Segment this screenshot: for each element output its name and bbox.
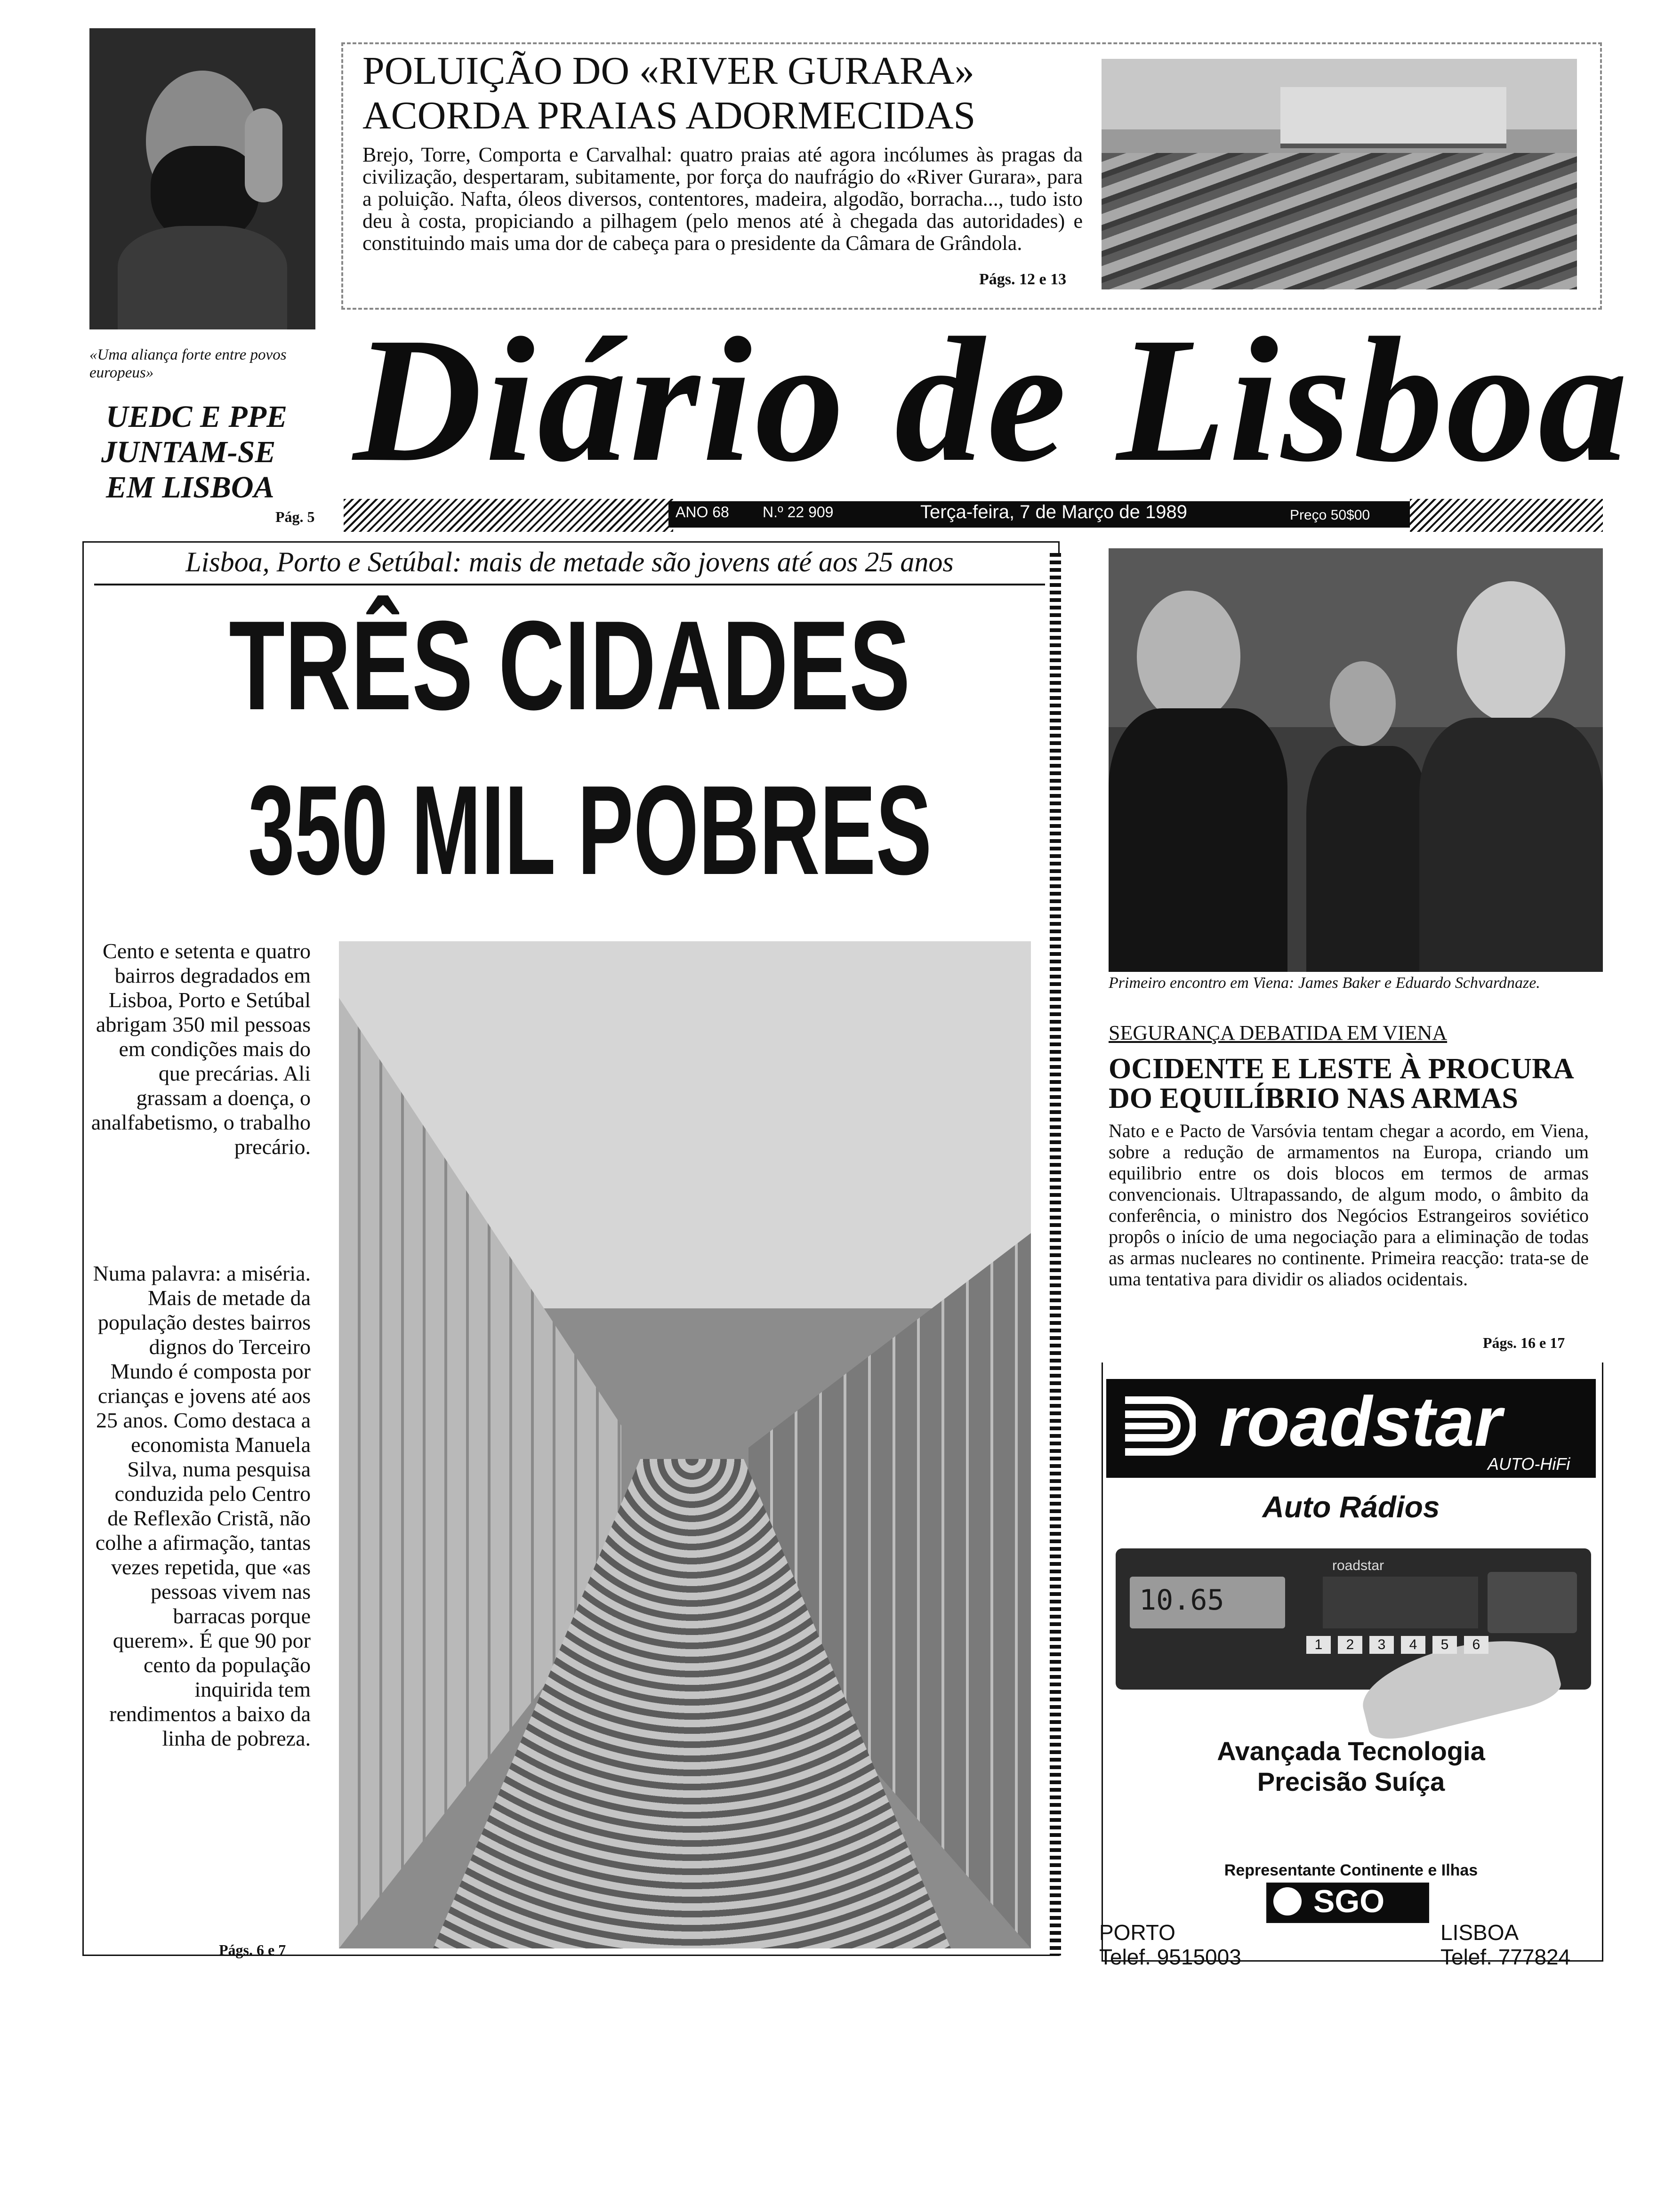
left-teaser-headline-2: JUNTAM-SE bbox=[101, 435, 276, 469]
kicker-rule bbox=[94, 584, 1045, 585]
radio-preset-3: 3 bbox=[1369, 1636, 1394, 1654]
vienna-headline-2: DO EQUILÍBRIO NAS ARMAS bbox=[1109, 1082, 1518, 1114]
vienna-body: Nato e e Pacto de Varsóvia tentam chegar a acordo, em Viena, sobre a redução de armamentos na Europa, criando um equilibrio entre os dois blocos em termos de armas convencionais. Ultrapassando, de algum modo, o âmbito da conferência, o ministro dos Negócios Estrangeiros soviético propôs o início de uma negociação para a eliminação de todas as armas nucleares no continente. Primeira reacção: trata-se de uma tentativa para dividir os aliados ocidentais. bbox=[1109, 1120, 1589, 1290]
ad-tagline-1: Avançada Tecnologia bbox=[1217, 1736, 1485, 1766]
shipwreck-beach-photo bbox=[1102, 59, 1577, 289]
masthead-date: Terça-feira, 7 de Março de 1989 bbox=[920, 502, 1187, 522]
main-story-pages: Págs. 6 e 7 bbox=[219, 1941, 286, 1958]
ad-tagline-2: Precisão Suíça bbox=[1257, 1767, 1445, 1796]
masthead-number: N.º 22 909 bbox=[763, 504, 834, 521]
masthead-title: Diário de Lisboa bbox=[353, 301, 1631, 499]
masthead-year: ANO 68 bbox=[676, 504, 729, 521]
vienna-pages: Págs. 16 e 17 bbox=[1483, 1334, 1565, 1351]
ad-lisboa-city: LISBOA bbox=[1440, 1920, 1519, 1945]
masthead-band-right bbox=[1410, 499, 1603, 532]
main-story-right-bar bbox=[1050, 553, 1061, 1956]
left-teaser-headline-1: UEDC E PPE bbox=[106, 400, 288, 434]
ad-brand: roadstar bbox=[1219, 1382, 1502, 1461]
radio-display: 10.65 bbox=[1139, 1584, 1224, 1617]
main-headline-1: TRÊS CIDADES bbox=[229, 595, 910, 737]
roadstar-logo-icon bbox=[1116, 1391, 1196, 1461]
ad-product: Auto Rádios bbox=[1262, 1490, 1440, 1524]
portrait-photo bbox=[89, 28, 315, 329]
left-teaser-headline-3: EM LISBOA bbox=[106, 470, 274, 505]
radio-preset-5: 5 bbox=[1432, 1636, 1457, 1654]
top-story-body: Brejo, Torre, Comporta e Carvalhal: quatro praias até agora incólumes às pragas da civilização, despertaram, subitamente, por força do naufrágio do «River Gurara», para a poluição. Nafta, óleos diversos, contentores, madeira, algodão, borracha..., tudo isto deu à costa, propiciando a pilhagem (pelo menos até à chegada das autoridades) e constituindo mais uma dor de cabeça para o presidente da Câmara de Grândola. bbox=[362, 143, 1083, 255]
ad-subbrand: AUTO-HiFi bbox=[1488, 1454, 1570, 1474]
radio-preset-2: 2 bbox=[1338, 1636, 1362, 1654]
radio-preset-4: 4 bbox=[1401, 1636, 1425, 1654]
left-teaser-page: Pág. 5 bbox=[275, 508, 315, 525]
top-story-headline-1: POLUIÇÃO DO «RIVER GURARA» bbox=[362, 49, 974, 93]
main-story-para-1: Cento e setenta e quatro bairros degradados em Lisboa, Porto e Setúbal abrigam 350 mil pessoas em condições mais do que precárias. Ali grassam a doença, o analfabetismo, o trabalho precário. bbox=[91, 939, 311, 1159]
ad-lisboa-phone: Telef. 777824 bbox=[1440, 1945, 1571, 1969]
vienna-caption: Primeiro encontro em Viena: James Baker e Eduardo Schvardnaze. bbox=[1109, 974, 1540, 992]
ad-representative: Representante Continente e Ilhas bbox=[1224, 1861, 1478, 1879]
left-teaser-caption: «Uma aliança forte entre povos europeus» bbox=[89, 346, 287, 381]
masthead-band-left bbox=[344, 499, 673, 532]
radio-preset-6: 6 bbox=[1464, 1636, 1488, 1654]
ad-porto-phone: Telef. 9515003 bbox=[1099, 1945, 1241, 1969]
radio-brand: roadstar bbox=[1332, 1558, 1384, 1573]
top-story-pages: Págs. 12 e 13 bbox=[979, 271, 1067, 288]
vienna-meeting-photo bbox=[1109, 548, 1603, 972]
vienna-headline-1: OCIDENTE E LESTE À PROCURA bbox=[1109, 1053, 1574, 1085]
top-story-headline-2: ACORDA PRAIAS ADORMECIDAS bbox=[362, 94, 976, 137]
main-story-kicker: Lisboa, Porto e Setúbal: mais de metade são jovens até aos 25 anos bbox=[185, 546, 954, 577]
masthead-price: Preço 50$00 bbox=[1290, 507, 1370, 523]
shantytown-alley-photo bbox=[339, 941, 1031, 1948]
sgo-mark-icon bbox=[1273, 1887, 1302, 1915]
main-story-para-2: Numa palavra: a miséria. Mais de metade da população destes bairros dignos do Terceiro Mundo é composta por crianças e jovens até aos 25 anos. Como destaca a economista Manuela Silva, numa pesquisa conduzida pelo Centro de Reflexão Cristã, não colhe a afirmação, tantas vezes repetida, que «as pessoas vivem nas barracas porque querem». É que 90 por cento da população inquirida tem rendimentos a baixo da linha de pobreza. bbox=[93, 1261, 311, 1750]
vienna-kicker: SEGURANÇA DEBATIDA EM VIENA bbox=[1109, 1021, 1448, 1044]
main-headline-2: 350 MIL POBRES bbox=[248, 760, 932, 901]
ad-porto-city: PORTO bbox=[1099, 1920, 1175, 1945]
ad-distributor: SGO bbox=[1313, 1883, 1385, 1919]
radio-preset-1: 1 bbox=[1306, 1636, 1331, 1654]
